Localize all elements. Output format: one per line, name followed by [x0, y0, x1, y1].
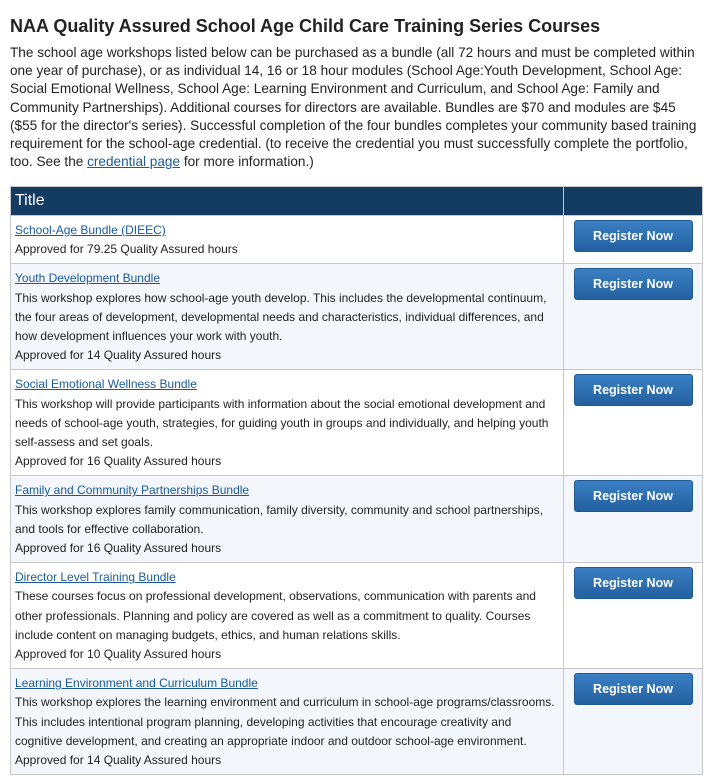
course-title-link[interactable]: Director Level Training Bundle	[15, 570, 176, 585]
course-description: This workshop will provide participants with information about the social emotional development and needs of school-age youth, strategies, for guiding youth in groups and individually, and helping youth self-assess and set goals.	[15, 396, 549, 450]
course-description: This workshop explores how school-age youth develop. This includes the developmental continuum, the four areas of development, developmental needs and characteristics, individual differences, and how development influences your work with youth.	[15, 290, 547, 344]
action-cell	[564, 264, 703, 370]
courses-table	[10, 186, 703, 775]
register-now-button[interactable]: Register Now	[574, 567, 693, 599]
course-cell	[11, 264, 564, 370]
action-column-header	[564, 187, 703, 216]
register-now-button[interactable]: Register Now	[574, 673, 693, 705]
table-row	[11, 264, 703, 370]
action-cell	[564, 216, 703, 264]
action-cell	[564, 476, 703, 563]
intro-text-end: for more information.)	[180, 154, 314, 170]
course-hours: Approved for 79.25 Quality Assured hours	[15, 242, 238, 257]
course-description: This workshop explores the learning environment and curriculum in school-age programs/classrooms. This includes intentional program planning, developing activities that encourage creativity and cognitive development, and creating an appropriate indoor and outdoor school-age environment.	[15, 695, 555, 748]
course-cell	[11, 370, 564, 476]
action-cell	[564, 563, 703, 669]
register-now-button[interactable]: Register Now	[574, 480, 693, 512]
course-title-link[interactable]: Learning Environment and Curriculum Bundle	[15, 676, 258, 691]
course-cell	[11, 563, 564, 669]
course-description: This workshop explores family communication, family diversity, community and school partnerships, and tools for effective collaboration.	[15, 502, 543, 536]
course-cell	[11, 216, 564, 264]
register-now-button[interactable]: Register Now	[574, 268, 693, 300]
intro-text: The school age workshops listed below can be purchased as a bundle (all 72 hours and must be completed within one year of purchase), or as individual 14, 16 or 18 hour modules (School Age:Youth Development, School Age: Social Emotional Wellness, School Age: Learning Environment and Curriculum, and School Age: Family and Community Partnerships). Additional courses for directors are available. Bundles are $70 and modules are $45 ($55 for the director's series). Successful completion of the four bundles completes your community based training requirement for the school-age credential. (to receive the credential you must successfully complete the portfolio, too. See the	[10, 45, 697, 170]
table-row	[11, 669, 703, 775]
title-column-header: Title	[11, 187, 564, 216]
course-hours: Approved for 10 Quality Assured hours	[15, 647, 222, 662]
course-title-link[interactable]: Social Emotional Wellness Bundle	[15, 377, 197, 392]
course-hours: Approved for 14 Quality Assured hours	[15, 753, 222, 768]
action-cell	[564, 370, 703, 476]
course-hours: Approved for 16 Quality Assured hours	[15, 541, 222, 556]
course-cell	[11, 476, 564, 563]
table-row	[11, 370, 703, 476]
course-cell	[11, 669, 564, 775]
page-title: NAA Quality Assured School Age Child Care Training Series Courses	[10, 16, 601, 36]
course-description: These courses focus on professional development, observations, communication with parents and other professionals. Planning and policy are covered as well as a commitment to quality. Courses include content on managing budgets, ethics, and human relations skills.	[15, 589, 536, 642]
table-row	[11, 563, 703, 669]
course-hours: Approved for 16 Quality Assured hours	[15, 454, 222, 469]
course-title-link[interactable]: Youth Development Bundle	[15, 271, 160, 286]
intro-paragraph	[10, 44, 700, 171]
course-hours: Approved for 14 Quality Assured hours	[15, 348, 222, 363]
course-title-link[interactable]: School-Age Bundle (DIEEC)	[15, 223, 166, 237]
table-row	[11, 476, 703, 563]
register-now-button[interactable]: Register Now	[574, 220, 693, 252]
register-now-button[interactable]: Register Now	[574, 374, 693, 406]
course-title-link[interactable]: Family and Community Partnerships Bundle	[15, 483, 250, 498]
table-row	[11, 216, 703, 264]
credential-page-link[interactable]: credential page	[87, 154, 181, 170]
action-cell	[564, 669, 703, 775]
